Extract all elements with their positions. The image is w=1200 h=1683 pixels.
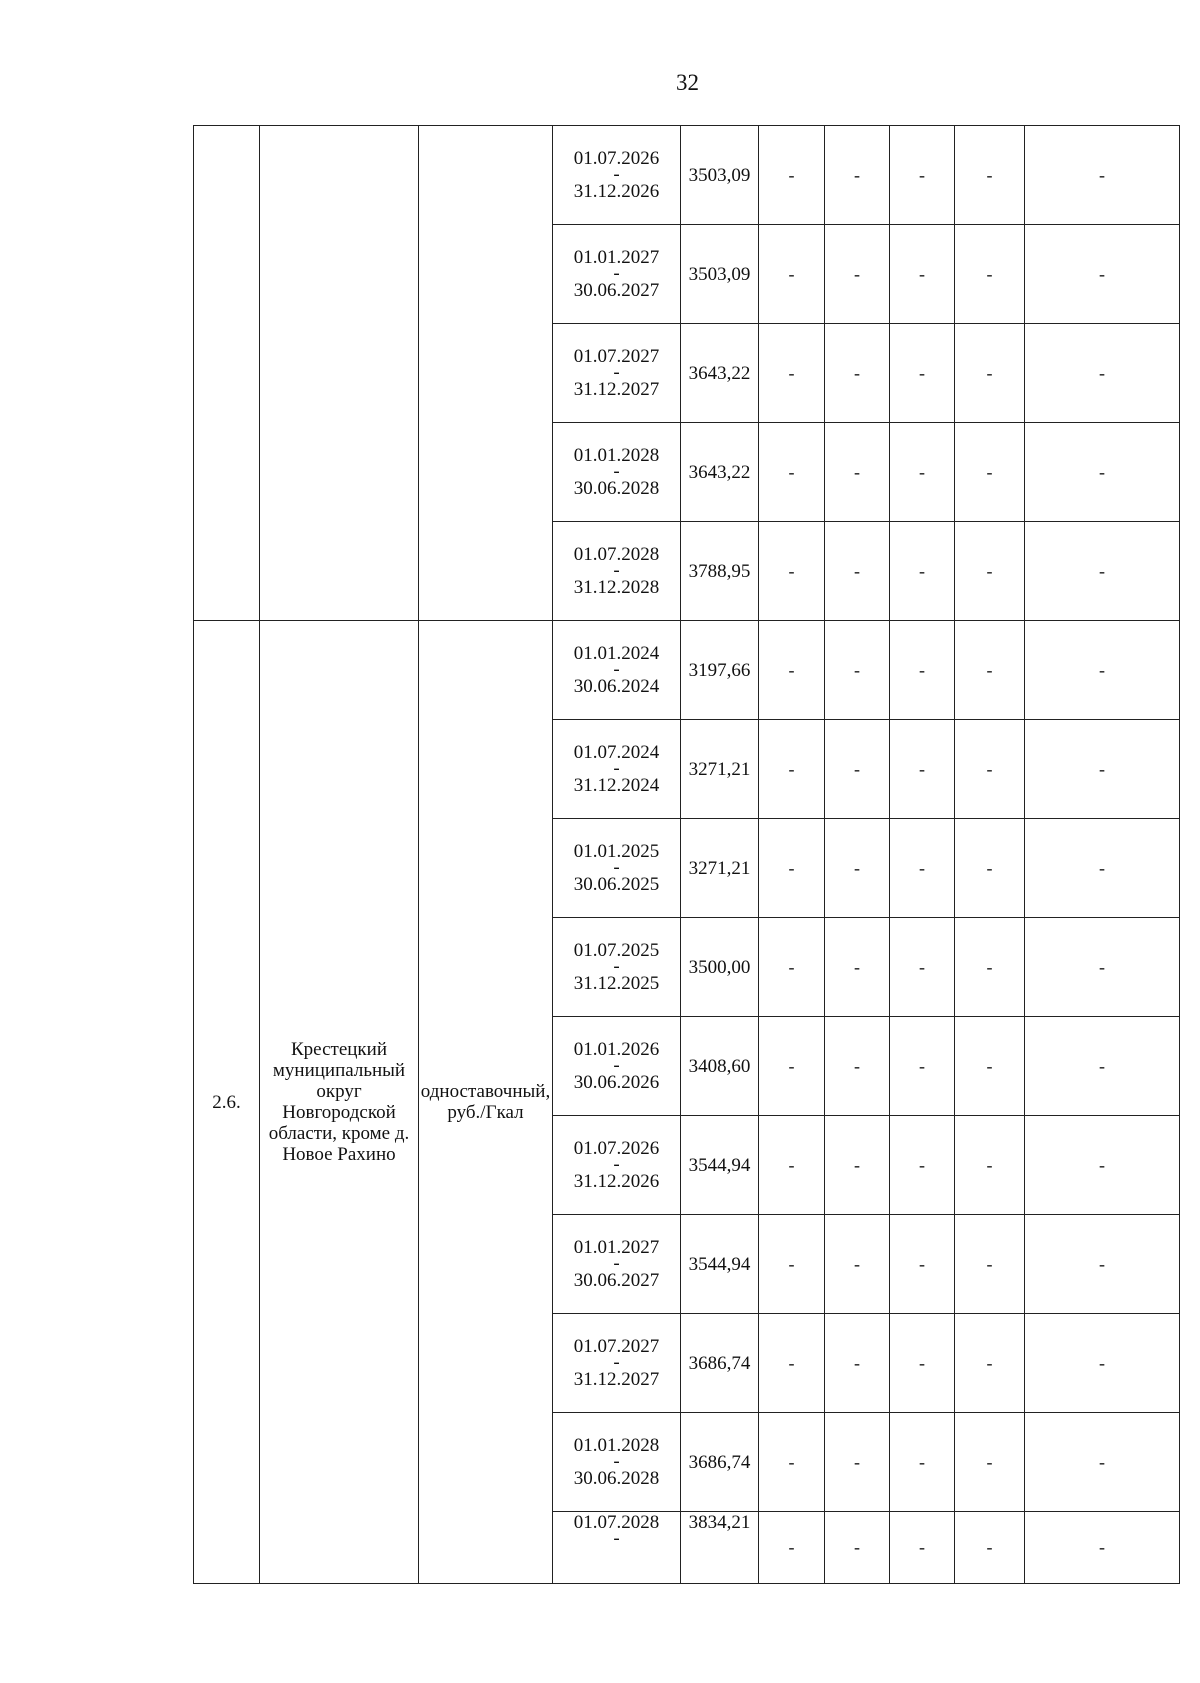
empty-cell: -	[890, 1314, 955, 1413]
empty-cell: -	[759, 621, 825, 720]
empty-cell: -	[825, 720, 890, 819]
empty-cell: -	[890, 1413, 955, 1512]
empty-cell: -	[759, 423, 825, 522]
empty-cell: -	[1025, 423, 1180, 522]
period-cell	[553, 1116, 681, 1215]
period-separator: -	[613, 1352, 620, 1373]
tariff-type: одноставочный, руб./Гкал	[419, 621, 553, 1584]
period-start: 01.07.2027	[573, 346, 660, 367]
tariff-value: 3500,00	[681, 918, 759, 1017]
empty-cell: -	[825, 225, 890, 324]
empty-cell: -	[825, 621, 890, 720]
empty-cell: -	[759, 1215, 825, 1314]
period-separator: -	[613, 164, 620, 185]
period-start: 01.01.2024	[573, 643, 660, 664]
period-end: 30.06.2024	[573, 676, 660, 697]
period-separator: -	[613, 560, 620, 581]
period-cell	[553, 522, 681, 621]
empty-cell: -	[1025, 819, 1180, 918]
period-separator: -	[613, 758, 620, 779]
period-cell	[553, 1017, 681, 1116]
empty-cell: -	[890, 225, 955, 324]
empty-cell: -	[1025, 225, 1180, 324]
empty-cell: -	[759, 1314, 825, 1413]
period-cell	[553, 324, 681, 423]
empty-cell: -	[955, 1116, 1025, 1215]
period-end: 30.06.2028	[573, 1468, 660, 1489]
empty-cell: -	[1025, 720, 1180, 819]
continued-unit-cell	[419, 126, 553, 621]
empty-cell: -	[1025, 1116, 1180, 1215]
empty-cell: -	[759, 1413, 825, 1512]
empty-cell: -	[1025, 1314, 1180, 1413]
empty-cell: -	[890, 126, 955, 225]
period-cell	[553, 225, 681, 324]
period-start: 01.01.2028	[573, 445, 660, 466]
empty-cell: -	[955, 126, 1025, 225]
empty-cell: -	[955, 720, 1025, 819]
period-start: 01.07.2024	[573, 742, 660, 763]
tariff-value: 3271,21	[681, 720, 759, 819]
empty-cell: -	[1025, 126, 1180, 225]
empty-cell: -	[825, 819, 890, 918]
period-cell	[553, 1413, 681, 1512]
period-start: 01.01.2028	[573, 1435, 660, 1456]
tariff-value: 3271,21	[681, 819, 759, 918]
tariff-table	[193, 125, 1180, 1584]
empty-cell: -	[890, 720, 955, 819]
empty-cell: -	[890, 324, 955, 423]
empty-cell: -	[955, 918, 1025, 1017]
continued-number-cell	[194, 126, 260, 621]
empty-cell: -	[955, 225, 1025, 324]
period-end: 30.06.2026	[573, 1072, 660, 1093]
period-cell	[553, 720, 681, 819]
empty-cell: -	[955, 1215, 1025, 1314]
empty-cell: -	[955, 1314, 1025, 1413]
empty-cell: -	[955, 819, 1025, 918]
period-cell	[553, 621, 681, 720]
period-end: 30.06.2027	[573, 280, 660, 301]
period-end: 31.12.2024	[573, 775, 660, 796]
period-separator: -	[613, 857, 620, 878]
period-start: 01.07.2026	[573, 1138, 660, 1159]
empty-cell: -	[759, 1017, 825, 1116]
period-cell	[553, 1314, 681, 1413]
empty-cell: -	[825, 1512, 890, 1584]
empty-cell: -	[890, 819, 955, 918]
empty-cell: -	[825, 1215, 890, 1314]
empty-cell: -	[890, 918, 955, 1017]
empty-cell: -	[890, 1215, 955, 1314]
empty-cell: -	[1025, 621, 1180, 720]
empty-cell: -	[955, 1512, 1025, 1584]
period-separator: -	[613, 1154, 620, 1175]
empty-cell: -	[825, 324, 890, 423]
period-end: 31.12.2025	[573, 973, 660, 994]
empty-cell: -	[825, 1413, 890, 1512]
period-separator: -	[613, 659, 620, 680]
period-cell	[553, 819, 681, 918]
tariff-table-body	[194, 126, 1180, 1584]
empty-cell: -	[759, 225, 825, 324]
period-end: 30.06.2027	[573, 1270, 660, 1291]
period-separator: -	[613, 263, 620, 284]
period-start: 01.07.2026	[573, 148, 660, 169]
empty-cell: -	[825, 1017, 890, 1116]
period-end: 31.12.2027	[573, 1369, 660, 1390]
tariff-value: 3686,74	[681, 1314, 759, 1413]
period-end: 31.12.2027	[573, 379, 660, 400]
period-end: 30.06.2025	[573, 874, 660, 895]
section-number: 2.6.	[194, 621, 260, 1584]
empty-cell: -	[1025, 1017, 1180, 1116]
empty-cell: -	[825, 522, 890, 621]
empty-cell: -	[825, 1314, 890, 1413]
period-cell	[553, 126, 681, 225]
tariff-value: 3544,94	[681, 1116, 759, 1215]
territory-name: Крестецкий муниципальный округ Новгородской области, кроме д. Новое Рахино	[260, 621, 419, 1584]
period-end: 31.12.2026	[573, 1171, 660, 1192]
continued-territory-cell	[260, 126, 419, 621]
tariff-value: 3686,74	[681, 1413, 759, 1512]
period-end: 31.12.2026	[573, 181, 660, 202]
period-cell	[553, 1512, 681, 1584]
empty-cell: -	[759, 1116, 825, 1215]
empty-cell: -	[955, 324, 1025, 423]
period-separator: -	[613, 461, 620, 482]
period-end: 31.12.2028	[573, 577, 660, 598]
empty-cell: -	[1025, 918, 1180, 1017]
empty-cell: -	[955, 1017, 1025, 1116]
period-start: 01.07.2028	[573, 1512, 660, 1533]
period-cell	[553, 1215, 681, 1314]
period-cell	[553, 918, 681, 1017]
tariff-value: 3197,66	[681, 621, 759, 720]
empty-cell: -	[759, 720, 825, 819]
period-separator: -	[613, 1055, 620, 1076]
period-end: 30.06.2028	[573, 478, 660, 499]
empty-cell: -	[955, 423, 1025, 522]
period-separator: -	[613, 1528, 620, 1549]
empty-cell: -	[759, 324, 825, 423]
empty-cell: -	[890, 423, 955, 522]
empty-cell: -	[890, 1512, 955, 1584]
period-separator: -	[613, 1253, 620, 1274]
empty-cell: -	[890, 1017, 955, 1116]
period-start: 01.07.2025	[573, 940, 660, 961]
tariff-value: 3788,95	[681, 522, 759, 621]
table-row	[194, 126, 1180, 225]
period-start: 01.01.2027	[573, 1237, 660, 1258]
empty-cell: -	[890, 522, 955, 621]
period-start: 01.07.2028	[573, 544, 660, 565]
empty-cell: -	[955, 522, 1025, 621]
empty-cell: -	[759, 522, 825, 621]
empty-cell: -	[890, 1116, 955, 1215]
tariff-value: 3834,21	[681, 1512, 759, 1584]
empty-cell: -	[1025, 324, 1180, 423]
table-row	[194, 621, 1180, 720]
empty-cell: -	[825, 1116, 890, 1215]
empty-cell: -	[1025, 1512, 1180, 1584]
tariff-value: 3643,22	[681, 423, 759, 522]
empty-cell: -	[825, 423, 890, 522]
period-start: 01.01.2027	[573, 247, 660, 268]
page-number: 32	[676, 70, 699, 95]
period-separator: -	[613, 956, 620, 977]
period-cell	[553, 423, 681, 522]
tariff-value: 3544,94	[681, 1215, 759, 1314]
empty-cell: -	[890, 621, 955, 720]
period-start: 01.07.2027	[573, 1336, 660, 1357]
tariff-value: 3643,22	[681, 324, 759, 423]
period-start: 01.01.2025	[573, 841, 660, 862]
empty-cell: -	[759, 819, 825, 918]
empty-cell: -	[759, 1512, 825, 1584]
empty-cell: -	[1025, 1215, 1180, 1314]
empty-cell: -	[955, 621, 1025, 720]
empty-cell: -	[759, 918, 825, 1017]
tariff-value: 3408,60	[681, 1017, 759, 1116]
period-separator: -	[613, 362, 620, 383]
empty-cell: -	[1025, 1413, 1180, 1512]
empty-cell: -	[825, 918, 890, 1017]
period-start: 01.01.2026	[573, 1039, 660, 1060]
empty-cell: -	[759, 126, 825, 225]
empty-cell: -	[825, 126, 890, 225]
tariff-value: 3503,09	[681, 225, 759, 324]
empty-cell: -	[955, 1413, 1025, 1512]
tariff-value: 3503,09	[681, 126, 759, 225]
period-separator: -	[613, 1451, 620, 1472]
empty-cell: -	[1025, 522, 1180, 621]
